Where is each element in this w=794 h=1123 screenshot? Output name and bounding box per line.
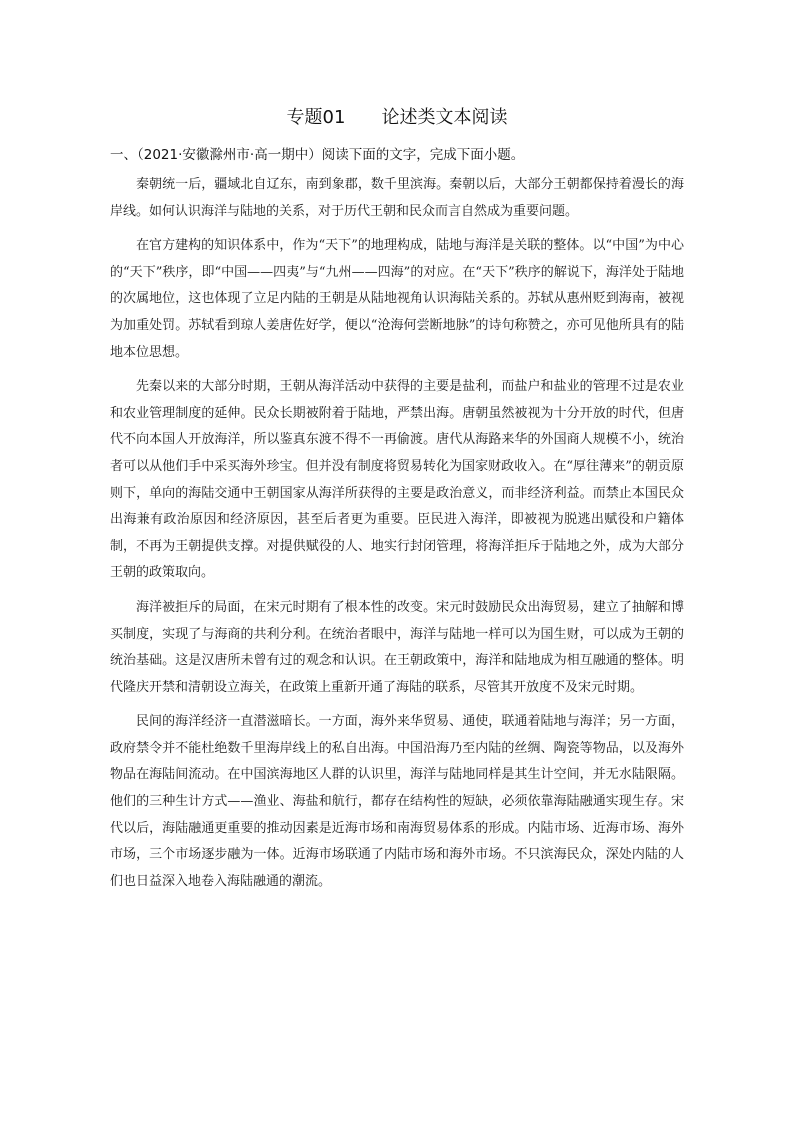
page-title: 专题01 论述类文本阅读 bbox=[286, 107, 508, 128]
article-body bbox=[110, 172, 684, 903]
paragraph-2: 在官方建构的知识体系中，作为“天下”的地理构成，陆地与海洋是关联的整体。以“中国”为中心的“天下”秩序，即“中国——四夷”与“九州——四海”的对应。在“天下”秩序的解说下，海洋处于陆地的次属地位，这也体现了立足内陆的王朝是从陆地视角认识海陆关系的。苏轼从惠州贬到海南，被视为加重处罚。苏轼看到琼人姜唐佐好学，便以“沧海何尝断地脉”的诗句称赞之，亦可见他所具有的陆地本位思想。 bbox=[110, 238, 684, 360]
paragraph-4: 海洋被拒斥的局面，在宋元时期有了根本性的改变。宋元时鼓励民众出海贸易，建立了抽解和博买制度，实现了与海商的共利分利。在统治者眼中，海洋与陆地一样可以为国生财，可以成为王朝的统治基础。这是汉唐所未曾有过的观念和认识。在王朝政策中，海洋和陆地成为相互融通的整体。明代隆庆开禁和清朝设立海关，在政策上重新开通了海陆的联系，尽管其开放度不及宋元时期。 bbox=[110, 599, 684, 695]
paragraph-5: 民间的海洋经济一直潜滋暗长。一方面，海外来华贸易、通使，联通着陆地与海洋；另一方面，政府禁令并不能杜绝数千里海岸线上的私自出海。中国沿海乃至内陆的丝绸、陶瓷等物品，以及海外物品在海陆间流动。在中国滨海地区人群的认识里，海洋与陆地同样是其生计空间，并无水陆限隔。他们的三种生计方式——渔业、海盐和航行，都存在结构性的短缺，必须依靠海陆融通实现生存。宋代以后，海陆融通更重要的推动因素是近海市场和南海贸易体系的形成。内陆市场、近海市场、海外市场，三个市场逐步融为一体。近海市场联通了内陆市场和海外市场。不只滨海民众，深处内陆的人们也日益深入地卷入海陆融通的潮流。 bbox=[110, 714, 684, 889]
paragraph-1: 秦朝统一后，疆域北自辽东，南到象郡，数千里滨海。秦朝以后，大部分王朝都保持着漫长的海岸线。如何认识海洋与陆地的关系，对于历代王朝和民众而言自然成为重要问题。 bbox=[110, 177, 684, 219]
paragraph-3: 先秦以来的大部分时期，王朝从海洋活动中获得的主要是盐利，而盐户和盐业的管理不过是农业和农业管理制度的延伸。民众长期被附着于陆地，严禁出海。唐朝虽然被视为十分开放的时代，但唐代不向本国人开放海洋，所以鉴真东渡不得不一再偷渡。唐代从海路来华的外国商人规模不小，统治者可以从他们手中采买海外珍宝。但并没有制度将贸易转化为国家财政收入。在“厚往薄来”的朝贡原则下，单向的海陆交通中王朝国家从海洋所获得的主要是政治意义，而非经济利益。而禁止本国民众出海兼有政治原因和经济原因，甚至后者更为重要。臣民进入海洋，即被视为脱逃出赋役和户籍体制，不再为王朝提供支撑。对提供赋役的人、地实行封闭管理，将海洋拒斥于陆地之外，成为大部分王朝的政策取向。 bbox=[110, 379, 684, 581]
question-heading: 一、（2021·安徽滁州市·高一期中）阅读下面的文字，完成下面小题。 bbox=[110, 147, 525, 163]
